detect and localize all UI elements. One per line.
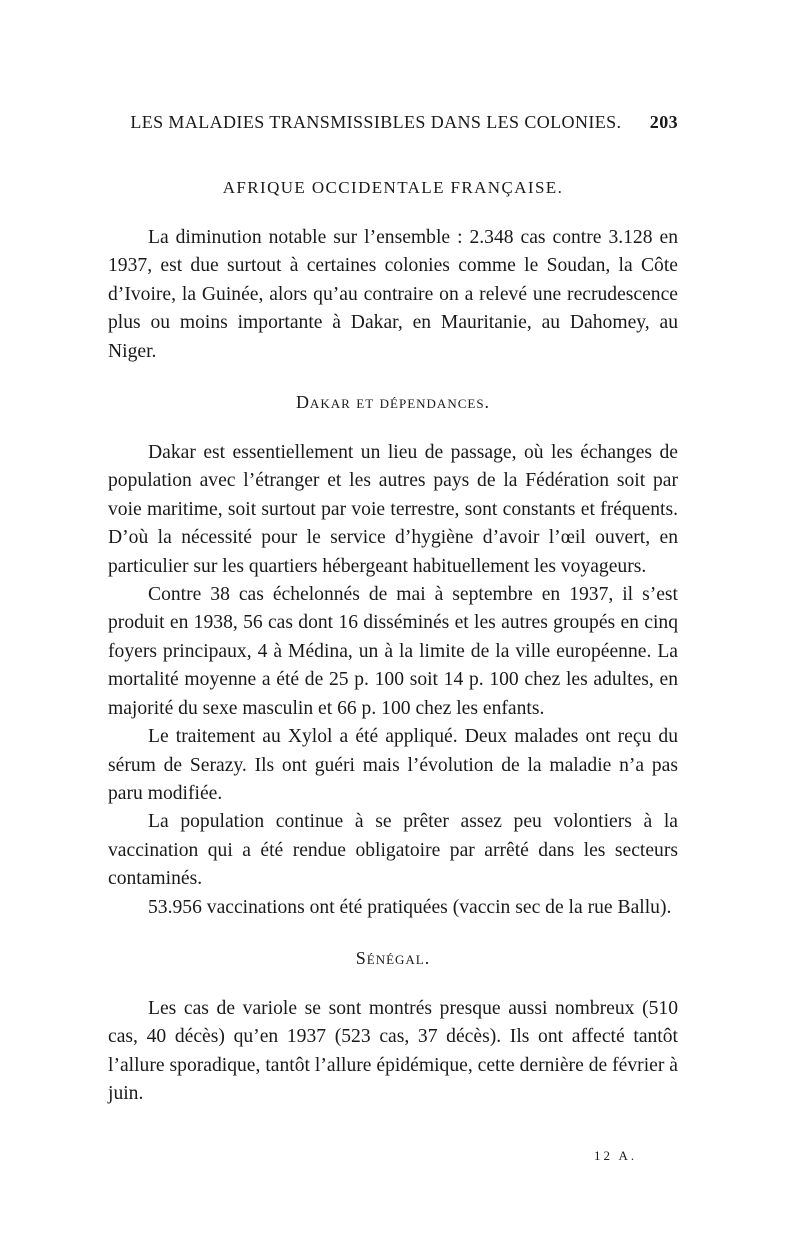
paragraph: Dakar est essentiellement un lieu de passage, où les échanges de population avec l’étranger et les autres pays de la Fédération soit par voie maritime, soit surtout par voie terrestre, sont constants et fréquents. D’où la nécessité pour le service d’hygiène d’avoir l’œil ouvert, en particulier sur les quartiers hébergeant habituellement les voyageurs. — [108, 442, 678, 577]
page — [108, 112, 678, 1109]
page-number: 203 — [649, 112, 678, 132]
paragraph: Contre 38 cas échelonnés de mai à septembre en 1937, il s’est produit en 1938, 56 cas dont 16 disséminés et les autres groupés en cinq foyers principaux, 4 à Médina, un à la limite de la ville européenne. La mortalité moyenne a été de 25 p. 100 soit 14 p. 100 chez les adultes, en majorité du sexe masculin et 66 p. 100 chez les enfants. — [108, 584, 678, 719]
subsection-title-senegal: Sénégal. — [355, 947, 431, 968]
running-head — [108, 112, 678, 133]
printer-signature: 12 A. — [594, 1148, 638, 1163]
paragraph: 53.956 vaccinations ont été pratiquées (vaccin sec de la rue Ballu). — [148, 896, 672, 918]
paragraph: La population continue à se prêter assez peu volontiers à la vaccination qui a été rendue obligatoire par arrêté dans les secteurs contaminés. — [108, 811, 678, 890]
paragraph: Les cas de variole se sont montrés presque aussi nombreux (510 cas, 40 décès) qu’en 1937 (523 cas, 37 décès). Ils ont affecté tantôt l’allure sporadique, tantôt l’allure épidémique, cette dernière de février à juin. — [108, 997, 678, 1105]
running-title: LES MALADIES TRANSMISSIBLES DANS LES COLONIES. — [130, 112, 622, 132]
paragraph: Le traitement au Xylol a été appliqué. Deux malades ont reçu du sérum de Serazy. Ils ont guéri mais l’évolution de la maladie n’a pas paru modifiée. — [108, 726, 678, 804]
intro-paragraph: La diminution notable sur l’ensemble : 2.348 cas contre 3.128 en 1937, est due surtout à certaines colonies comme le Soudan, la Côte d’Ivoire, la Guinée, alors qu’au contraire on a relevé une recrudescence plus ou moins importante à Dakar, en Mauritanie, au Dahomey, au Niger. — [108, 227, 678, 362]
subsection-title-dakar: Dakar et dépendances. — [295, 392, 491, 413]
section-title: AFRIQUE OCCIDENTALE FRANÇAISE. — [222, 178, 564, 197]
